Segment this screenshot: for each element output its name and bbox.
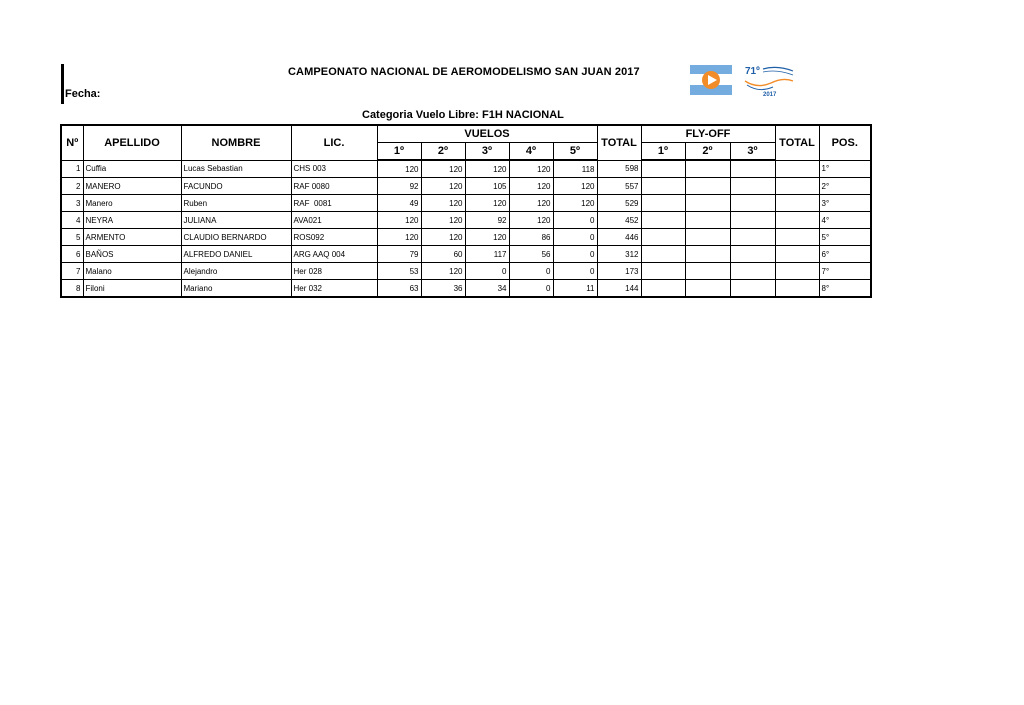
cell-vuelo-4: 56 xyxy=(509,246,553,263)
fecha-label: Fecha: xyxy=(65,88,101,100)
cell-vuelo-2: 120 xyxy=(421,160,465,178)
left-margin-bar xyxy=(61,64,64,104)
championship-logo xyxy=(743,63,795,99)
cell-vuelo-1: 79 xyxy=(377,246,421,263)
cell-num: 6 xyxy=(61,246,83,263)
cell-vuelo-3: 34 xyxy=(465,280,509,298)
cell-apellido: Cuffia xyxy=(83,160,181,178)
cell-pos: 5° xyxy=(819,229,871,246)
cell-lic: RAF 0080 xyxy=(291,178,377,195)
cell-lic: RAF 0081 xyxy=(291,195,377,212)
cell-vuelo-3: 120 xyxy=(465,195,509,212)
cell-vuelo-5: 120 xyxy=(553,178,597,195)
header-vuelo-3: 3º xyxy=(465,143,509,161)
table-row xyxy=(61,178,871,195)
cell-lic: ARG AAQ 004 xyxy=(291,246,377,263)
cell-vuelo-3: 92 xyxy=(465,212,509,229)
cell-nombre: JULIANA xyxy=(181,212,291,229)
header-vuelo-4: 4º xyxy=(509,143,553,161)
table-row xyxy=(61,246,871,263)
header-vuelo-2: 2º xyxy=(421,143,465,161)
cell-vuelo-1: 49 xyxy=(377,195,421,212)
cell-pos: 1° xyxy=(819,160,871,178)
cell-num: 4 xyxy=(61,212,83,229)
cell-lic: CHS 003 xyxy=(291,160,377,178)
cell-flyoff-3 xyxy=(730,229,775,246)
cell-vuelo-2: 120 xyxy=(421,195,465,212)
header-vuelo-1: 1º xyxy=(377,143,421,161)
cell-flyoff-3 xyxy=(730,195,775,212)
results-table xyxy=(60,124,872,298)
header-vuelo-5: 5º xyxy=(553,143,597,161)
cell-num: 1 xyxy=(61,160,83,178)
cell-total-2 xyxy=(775,195,819,212)
cell-vuelo-3: 120 xyxy=(465,229,509,246)
cell-pos: 2° xyxy=(819,178,871,195)
cell-vuelo-5: 0 xyxy=(553,212,597,229)
cell-pos: 8° xyxy=(819,280,871,298)
cell-vuelo-4: 120 xyxy=(509,178,553,195)
cell-vuelo-2: 120 xyxy=(421,263,465,280)
cell-flyoff-2 xyxy=(685,212,730,229)
header-flyoff-1: 1º xyxy=(641,143,685,161)
header-flyoff-2: 2º xyxy=(685,143,730,161)
cell-vuelo-2: 60 xyxy=(421,246,465,263)
cell-flyoff-3 xyxy=(730,246,775,263)
cell-flyoff-3 xyxy=(730,212,775,229)
cell-flyoff-2 xyxy=(685,280,730,298)
cell-vuelo-4: 120 xyxy=(509,195,553,212)
cell-apellido: MANERO xyxy=(83,178,181,195)
cell-apellido: Manero xyxy=(83,195,181,212)
cell-flyoff-2 xyxy=(685,195,730,212)
cell-nombre: Alejandro xyxy=(181,263,291,280)
cell-nombre: Ruben xyxy=(181,195,291,212)
cell-total: 529 xyxy=(597,195,641,212)
cell-vuelo-3: 0 xyxy=(465,263,509,280)
cell-nombre: CLAUDIO BERNARDO xyxy=(181,229,291,246)
cell-total-2 xyxy=(775,246,819,263)
category-title: Categoria Vuelo Libre: F1H NACIONAL xyxy=(362,109,564,121)
header-flyoff: FLY-OFF xyxy=(641,125,775,143)
cell-vuelo-1: 63 xyxy=(377,280,421,298)
cell-vuelo-4: 0 xyxy=(509,263,553,280)
cell-nombre: FACUNDO xyxy=(181,178,291,195)
cell-apellido: BAÑOS xyxy=(83,246,181,263)
cell-vuelo-4: 120 xyxy=(509,212,553,229)
cell-vuelo-1: 92 xyxy=(377,178,421,195)
cell-flyoff-3 xyxy=(730,178,775,195)
cell-total: 173 xyxy=(597,263,641,280)
cell-vuelo-5: 0 xyxy=(553,229,597,246)
cell-vuelo-4: 0 xyxy=(509,280,553,298)
cell-vuelo-1: 120 xyxy=(377,212,421,229)
cell-vuelo-4: 120 xyxy=(509,160,553,178)
cell-flyoff-3 xyxy=(730,160,775,178)
table-row xyxy=(61,195,871,212)
cell-vuelo-4: 86 xyxy=(509,229,553,246)
cell-total-2 xyxy=(775,263,819,280)
cell-pos: 7° xyxy=(819,263,871,280)
cell-nombre: ALFREDO DANIEL xyxy=(181,246,291,263)
header-pos: POS. xyxy=(819,125,871,160)
cell-vuelo-2: 120 xyxy=(421,229,465,246)
cell-flyoff-1 xyxy=(641,263,685,280)
cell-num: 7 xyxy=(61,263,83,280)
cell-apellido: Malano xyxy=(83,263,181,280)
page-title: CAMPEONATO NACIONAL DE AEROMODELISMO SAN JUAN 2017 xyxy=(288,66,640,78)
cell-flyoff-1 xyxy=(641,195,685,212)
cell-nombre: Lucas Sebastian xyxy=(181,160,291,178)
cell-flyoff-1 xyxy=(641,212,685,229)
header-lic: LIC. xyxy=(291,125,377,160)
cell-total: 446 xyxy=(597,229,641,246)
table-row xyxy=(61,229,871,246)
header-num: Nº xyxy=(61,125,83,160)
cell-pos: 4° xyxy=(819,212,871,229)
table-row xyxy=(61,280,871,298)
cell-lic: AVA021 xyxy=(291,212,377,229)
cell-flyoff-1 xyxy=(641,229,685,246)
logo-number: 71º xyxy=(745,66,760,77)
cell-vuelo-1: 53 xyxy=(377,263,421,280)
cell-vuelo-3: 117 xyxy=(465,246,509,263)
cell-flyoff-1 xyxy=(641,160,685,178)
table-row xyxy=(61,160,871,178)
header-vuelos: VUELOS xyxy=(377,125,597,143)
cell-vuelo-5: 0 xyxy=(553,246,597,263)
cell-num: 5 xyxy=(61,229,83,246)
cell-total-2 xyxy=(775,178,819,195)
cell-num: 3 xyxy=(61,195,83,212)
cell-apellido: NEYRA xyxy=(83,212,181,229)
cell-total: 144 xyxy=(597,280,641,298)
federation-logo xyxy=(690,65,732,95)
cell-vuelo-5: 11 xyxy=(553,280,597,298)
cell-apellido: ARMENTO xyxy=(83,229,181,246)
cell-flyoff-1 xyxy=(641,178,685,195)
header-apellido: APELLIDO xyxy=(83,125,181,160)
cell-total: 557 xyxy=(597,178,641,195)
header-nombre: NOMBRE xyxy=(181,125,291,160)
cell-vuelo-3: 105 xyxy=(465,178,509,195)
cell-flyoff-3 xyxy=(730,263,775,280)
cell-flyoff-1 xyxy=(641,280,685,298)
cell-flyoff-3 xyxy=(730,280,775,298)
cell-vuelo-2: 36 xyxy=(421,280,465,298)
cell-vuelo-2: 120 xyxy=(421,212,465,229)
cell-flyoff-2 xyxy=(685,160,730,178)
cell-total: 452 xyxy=(597,212,641,229)
cell-vuelo-1: 120 xyxy=(377,160,421,178)
cell-flyoff-2 xyxy=(685,263,730,280)
table-row xyxy=(61,263,871,280)
cell-flyoff-2 xyxy=(685,229,730,246)
cell-nombre: Mariano xyxy=(181,280,291,298)
cell-lic: ROS092 xyxy=(291,229,377,246)
cell-total-2 xyxy=(775,212,819,229)
cell-apellido: Filoni xyxy=(83,280,181,298)
cell-vuelo-5: 118 xyxy=(553,160,597,178)
header-total-2: TOTAL xyxy=(775,125,819,160)
cell-flyoff-2 xyxy=(685,246,730,263)
cell-total: 598 xyxy=(597,160,641,178)
cell-flyoff-1 xyxy=(641,246,685,263)
header-flyoff-3: 3º xyxy=(730,143,775,161)
cell-lic: Her 028 xyxy=(291,263,377,280)
cell-lic: Her 032 xyxy=(291,280,377,298)
cell-pos: 3° xyxy=(819,195,871,212)
cell-total-2 xyxy=(775,160,819,178)
cell-num: 8 xyxy=(61,280,83,298)
cell-total-2 xyxy=(775,280,819,298)
logo-year: 2017 xyxy=(763,92,777,98)
cell-num: 2 xyxy=(61,178,83,195)
cell-vuelo-2: 120 xyxy=(421,178,465,195)
cell-total: 312 xyxy=(597,246,641,263)
cell-pos: 6° xyxy=(819,246,871,263)
cell-vuelo-5: 0 xyxy=(553,263,597,280)
cell-vuelo-5: 120 xyxy=(553,195,597,212)
cell-flyoff-2 xyxy=(685,178,730,195)
cell-vuelo-1: 120 xyxy=(377,229,421,246)
header-total: TOTAL xyxy=(597,125,641,160)
cell-total-2 xyxy=(775,229,819,246)
table-row xyxy=(61,212,871,229)
cell-vuelo-3: 120 xyxy=(465,160,509,178)
